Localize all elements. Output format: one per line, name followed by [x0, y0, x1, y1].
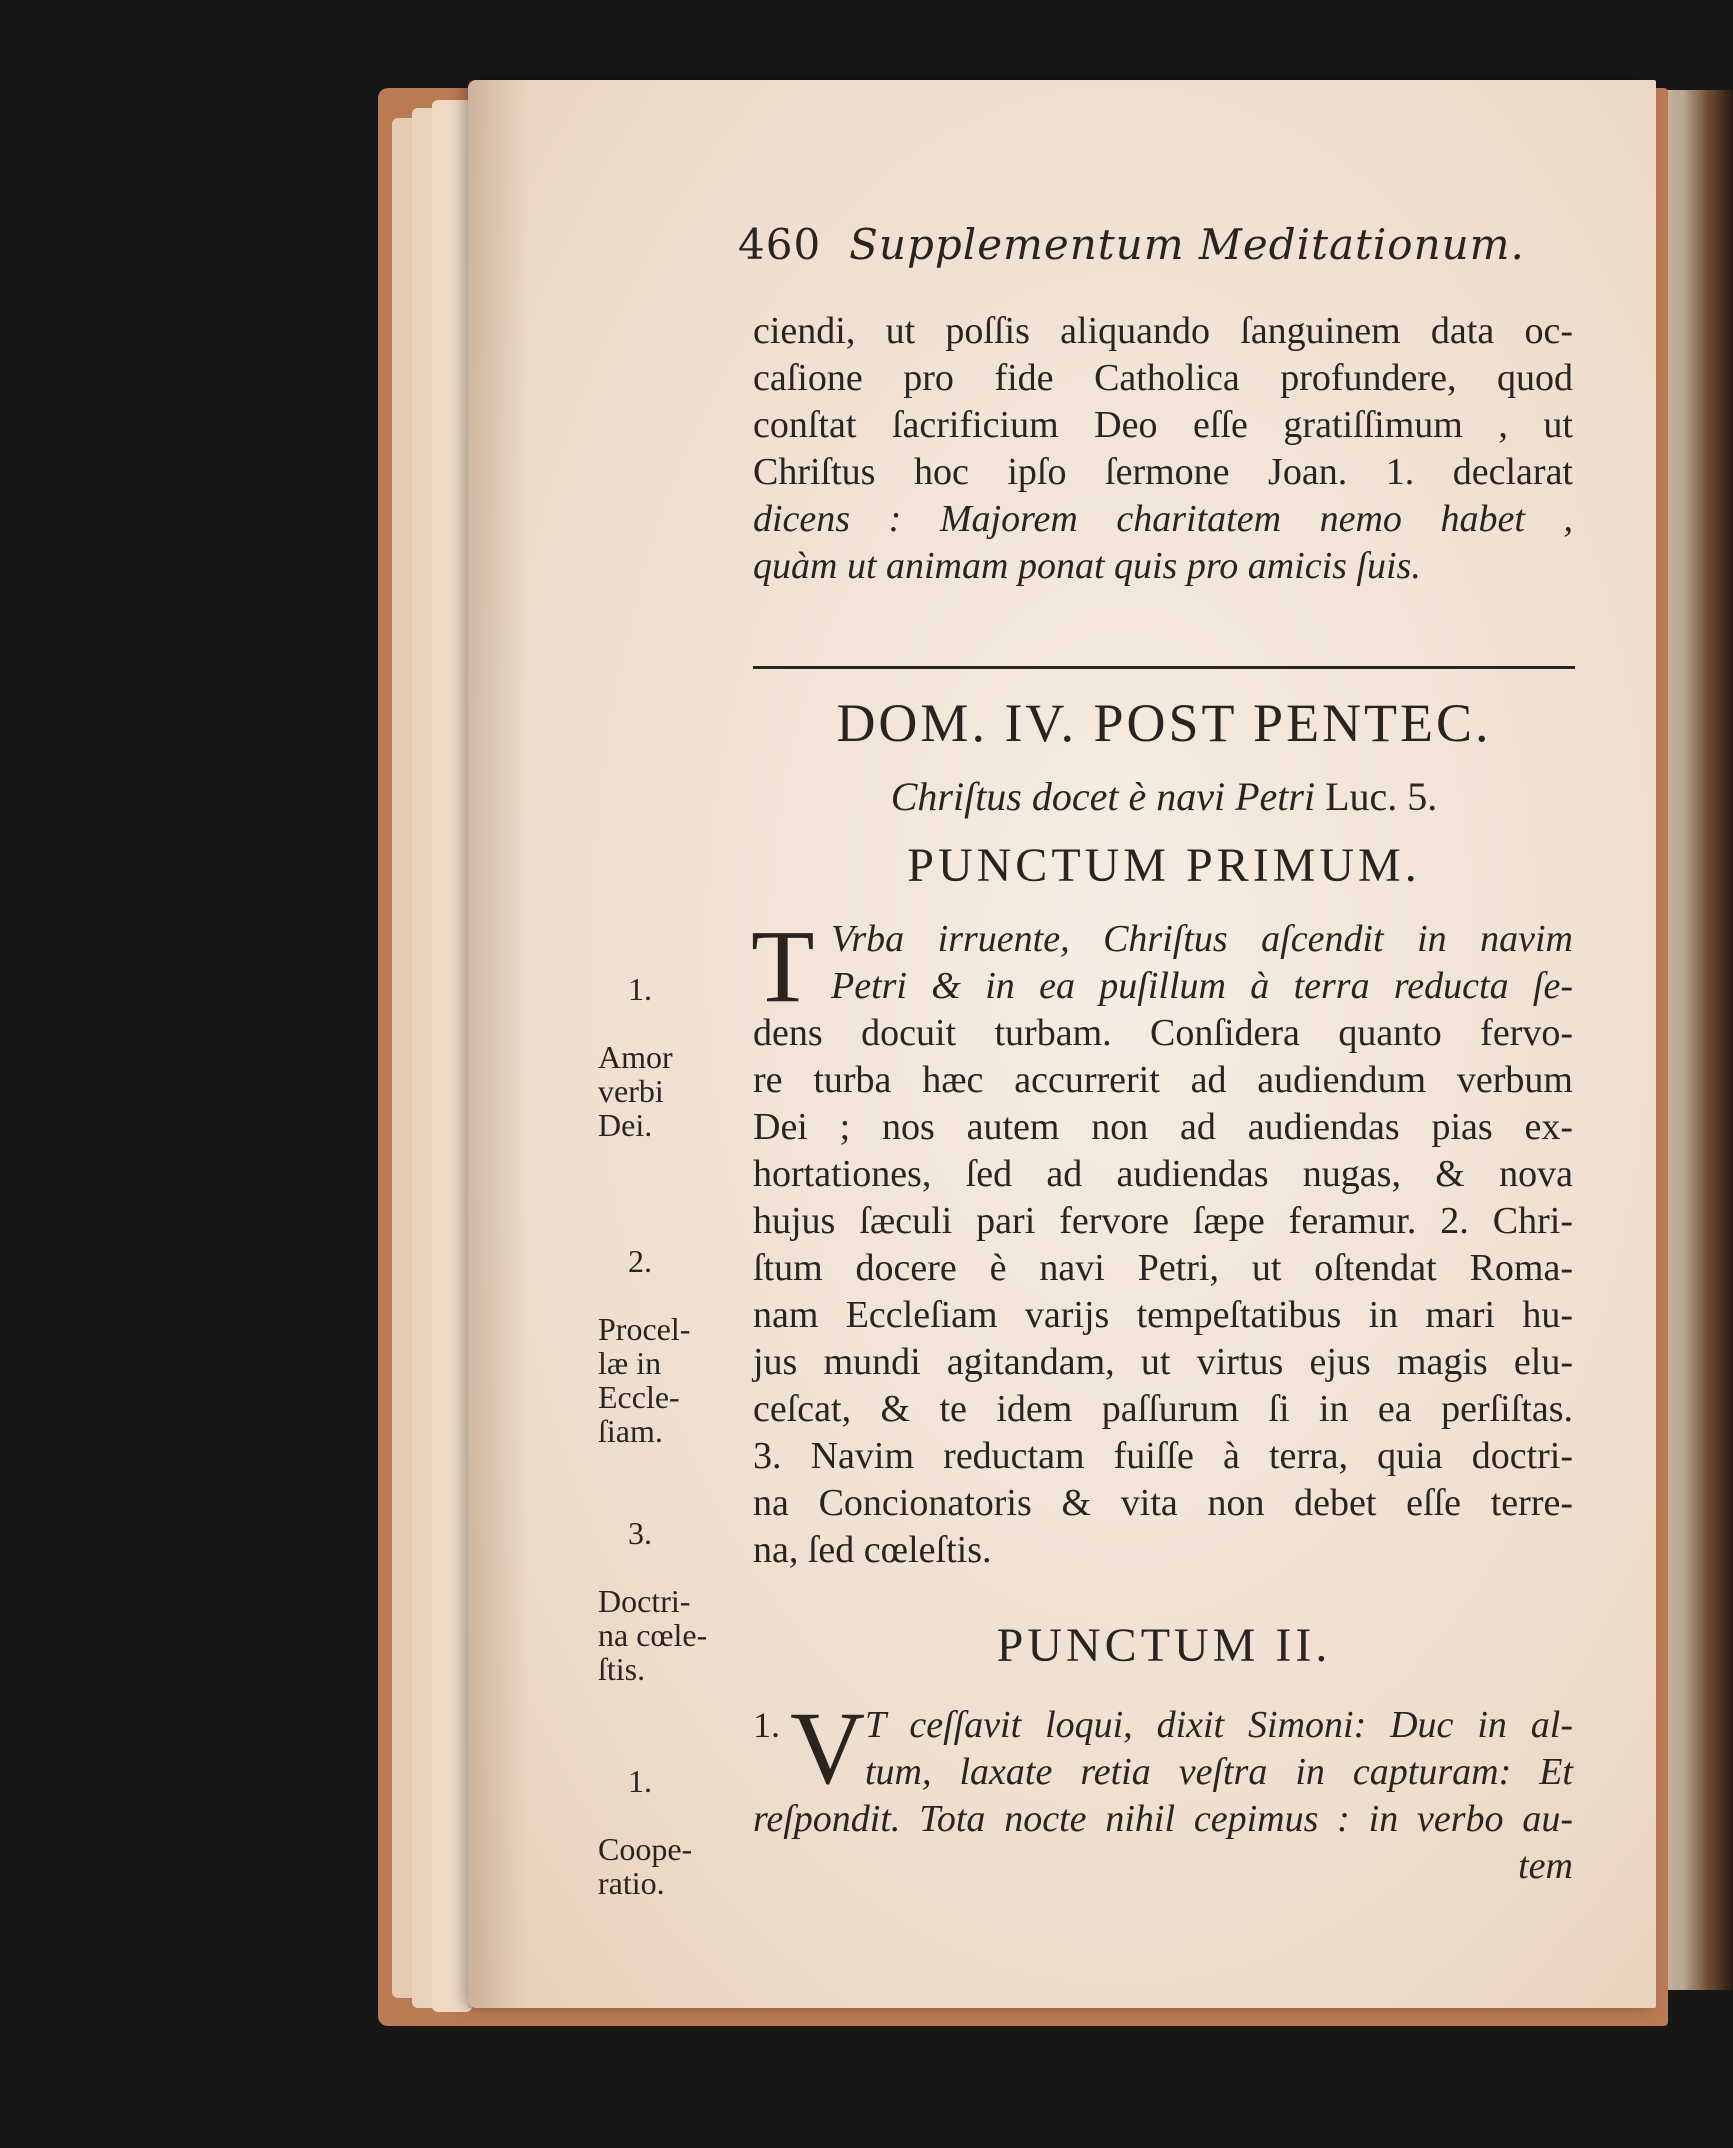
section-subheading [753, 773, 1575, 820]
top-paragraph [753, 308, 1573, 590]
running-head [738, 220, 1598, 269]
text-line: nam Eccleſiam varijs tempeſtatibus in mari hu- [753, 1294, 1573, 1336]
margin-note-text: Coope- ratio. [598, 1831, 693, 1901]
text-line: reſpondit. Tota nocte nihil cepimus : in verbo au- [753, 1798, 1573, 1840]
text-line: tum, laxate retia veſtra in capturam: Et [865, 1751, 1573, 1793]
page-number: 460 [738, 220, 822, 269]
margin-note-number: 1. [628, 971, 652, 1007]
catchword: tem [1518, 1845, 1573, 1887]
text-line: Dei ; nos autem non ad audiendas pias ex- [753, 1106, 1573, 1148]
text-line: na Concionatoris & vita non debet eſſe terre- [753, 1482, 1573, 1524]
margin-note-text: Doctri- na cœle- ſtis. [598, 1583, 708, 1687]
text-line: Vrba irruente, Chriſtus aſcendit in navim [831, 918, 1573, 960]
text-line: T ceſſavit loqui, dixit Simoni: Duc in al- [865, 1704, 1573, 1746]
text-line: ſtum docere è navi Petri, ut oſtendat Roma- [753, 1247, 1573, 1289]
dropcap-v: V [790, 1691, 866, 1806]
text-line: hujus ſæculi pari fervore ſæpe feramur. 2. Chri- [753, 1200, 1573, 1242]
section-rule [753, 666, 1575, 669]
margin-note-amor [598, 938, 718, 1142]
punctum-ii-heading: PUNCTUM II. [996, 1619, 1332, 1672]
gutter-shade [468, 80, 528, 2008]
punctum-primum-heading: PUNCTUM PRIMUM. [907, 839, 1421, 892]
margin-note-text: Procel- læ in Eccle- ſiam. [598, 1311, 691, 1449]
margin-note-number: 2. [628, 1243, 652, 1279]
text-line: conſtat ſacrificium Deo eſſe gratiſſimum , ut [753, 404, 1573, 446]
text-line: dens docuit turbam. Conſidera quanto fervo- [753, 1012, 1573, 1054]
section-heading: DOM. IV. POST PENTEC. [836, 693, 1492, 753]
text-line: na, ſed cœleſtis. [753, 1529, 992, 1571]
punctum-2-prefix: 1. [753, 1705, 780, 1745]
text-line: jus mundi agitandam, ut virtus ejus magis elu- [753, 1341, 1573, 1383]
margin-note-number: 1. [628, 1763, 652, 1799]
margin-note-cooperatio [598, 1730, 718, 1900]
subheading-reference: Luc. 5. [1315, 774, 1438, 819]
text-line: quàm ut animam ponat quis pro amicis ſuis. [753, 545, 1421, 587]
text-line: caſione pro fide Catholica profundere, quod [753, 357, 1573, 399]
text-line: dicens : Majorem charitatem nemo habet , [753, 498, 1573, 540]
running-title: Supplementum Meditationum. [849, 220, 1525, 269]
margin-note-procellae [598, 1210, 718, 1448]
subheading-italic: Chriſtus docet è navi Petri [890, 774, 1316, 819]
page-edge-3 [432, 100, 472, 2012]
dropcap-t: T [751, 909, 815, 1024]
margin-note-text: Amor verbi Dei. [598, 1039, 673, 1143]
margin-note-number: 3. [628, 1515, 652, 1551]
punctum-2-text [753, 1691, 1573, 1890]
text-line: Chriſtus hoc ipſo ſermone Joan. 1. declarat [753, 451, 1573, 493]
text-line: ceſcat, & te idem paſſurum ſi in ea perſiſtas. [753, 1388, 1573, 1430]
text-line: hortationes, ſed ad audiendas nugas, & nova [753, 1153, 1573, 1195]
punctum-1-text [751, 909, 1573, 1574]
text-line: ciendi, ut poſſis aliquando ſanguinem data oc- [753, 310, 1573, 352]
text-line: re turba hæc accurrerit ad audiendum verbum [753, 1059, 1573, 1101]
text-line: 3. Navim reductam fuiſſe à terra, quia doctri- [753, 1435, 1573, 1477]
margin-note-doctrina [598, 1482, 718, 1686]
text-line: Petri & in ea puſillum à terra reducta ſe- [831, 965, 1573, 1007]
book-page [468, 80, 1656, 2008]
